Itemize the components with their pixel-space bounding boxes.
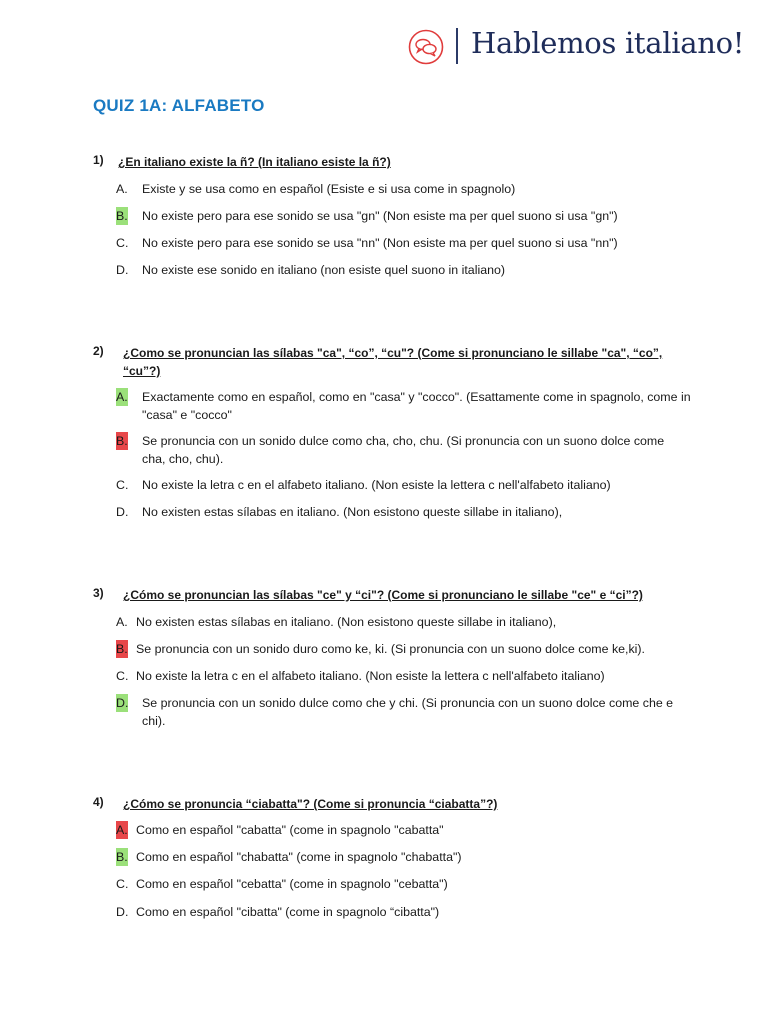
question-text: ¿Cómo se pronuncian las sílabas "ce" y “ci"? (Come si pronunciano le sillabe "ce" e “ci”?) xyxy=(123,588,643,602)
option-letter: B. xyxy=(116,209,128,223)
question-text: ¿En italiano existe la ñ? (In italiano esiste la ñ?) xyxy=(118,155,391,169)
option-text: No existe la letra c en el alfabeto italiano. (Non esiste la lettera c nell'alfabeto italiano) xyxy=(136,669,605,683)
quiz-title: QUIZ 1A: ALFABETO xyxy=(93,96,265,115)
option-text: Se pronuncia con un sonido dulce como che y chi. (Si pronuncia con un suono dolce come che e chi). xyxy=(142,696,674,728)
option-letter: C. xyxy=(116,669,129,683)
question-text: ¿Como se pronuncian las sílabas "ca", “co”, “cu"? (Come si pronunciano le sillabe "ca", “co”, “cu”?) xyxy=(123,346,663,378)
question-number: 2) xyxy=(93,344,104,358)
option-letter: B. xyxy=(116,642,128,656)
brand-name: Hablemos italiano! xyxy=(471,26,745,60)
option-text: Como en español "cabatta" (come in spagnolo "cabatta" xyxy=(136,823,444,837)
option-text: No existe pero para ese sonido se usa "gn" (Non esiste ma per quel suono si usa "gn") xyxy=(142,209,618,223)
question-text: ¿Cómo se pronuncia “ciabatta"? (Come si pronuncia “ciabatta”?) xyxy=(123,797,498,811)
option-letter: C. xyxy=(116,478,129,492)
option-text: No existen estas sílabas en italiano. (Non esistono queste sillabe in italiano), xyxy=(136,615,557,629)
option-text: No existe ese sonido en italiano (non esiste quel suono in italiano) xyxy=(142,263,506,277)
option-letter: C. xyxy=(116,236,129,250)
question-number: 4) xyxy=(93,795,104,809)
question-number: 1) xyxy=(93,153,104,167)
option-letter: D. xyxy=(116,263,129,277)
option-letter: A. xyxy=(116,615,128,629)
option-text: No existe la letra c en el alfabeto italiano. (Non esiste la lettera c nell'alfabeto italiano) xyxy=(142,478,611,492)
option-text: Se pronuncia con un sonido dulce como cha, cho, chu. (Si pronuncia con un suono dolce come cha, cho, chu). xyxy=(142,434,665,466)
option-letter: C. xyxy=(116,877,129,891)
option-letter: D. xyxy=(116,696,129,710)
logo-divider xyxy=(456,28,458,64)
speech-bubbles-circle-icon xyxy=(408,29,444,65)
option-letter: B. xyxy=(116,850,128,864)
question-number: 3) xyxy=(93,586,104,600)
option-text: Como en español "chabatta" (come in spagnolo "chabatta") xyxy=(136,850,462,864)
option-letter: D. xyxy=(116,505,129,519)
page-header xyxy=(408,26,753,68)
option-letter: B. xyxy=(116,434,128,448)
option-letter: A. xyxy=(116,823,128,837)
option-text: Existe y se usa como en español (Esiste e si usa come in spagnolo) xyxy=(142,182,516,196)
option-letter: A. xyxy=(116,390,128,404)
option-text: Exactamente como en español, como en "casa" y "cocco". (Esattamente come in spagnolo, come in "casa" e "cocco" xyxy=(142,390,691,422)
option-text: Como en español "cibatta" (come in spagnolo “cibatta") xyxy=(136,905,440,919)
option-text: Se pronuncia con un sonido duro como ke, ki. (Si pronuncia con un suono dolce come ke,ki). xyxy=(136,642,645,656)
option-text: No existe pero para ese sonido se usa "nn" (Non esiste ma per quel suono si usa "nn") xyxy=(142,236,618,250)
option-letter: D. xyxy=(116,905,129,919)
option-text: No existen estas sílabas en italiano. (Non esistono queste sillabe in italiano), xyxy=(142,505,563,519)
option-letter: A. xyxy=(116,182,128,196)
option-text: Como en español "cebatta" (come in spagnolo "cebatta") xyxy=(136,877,448,891)
